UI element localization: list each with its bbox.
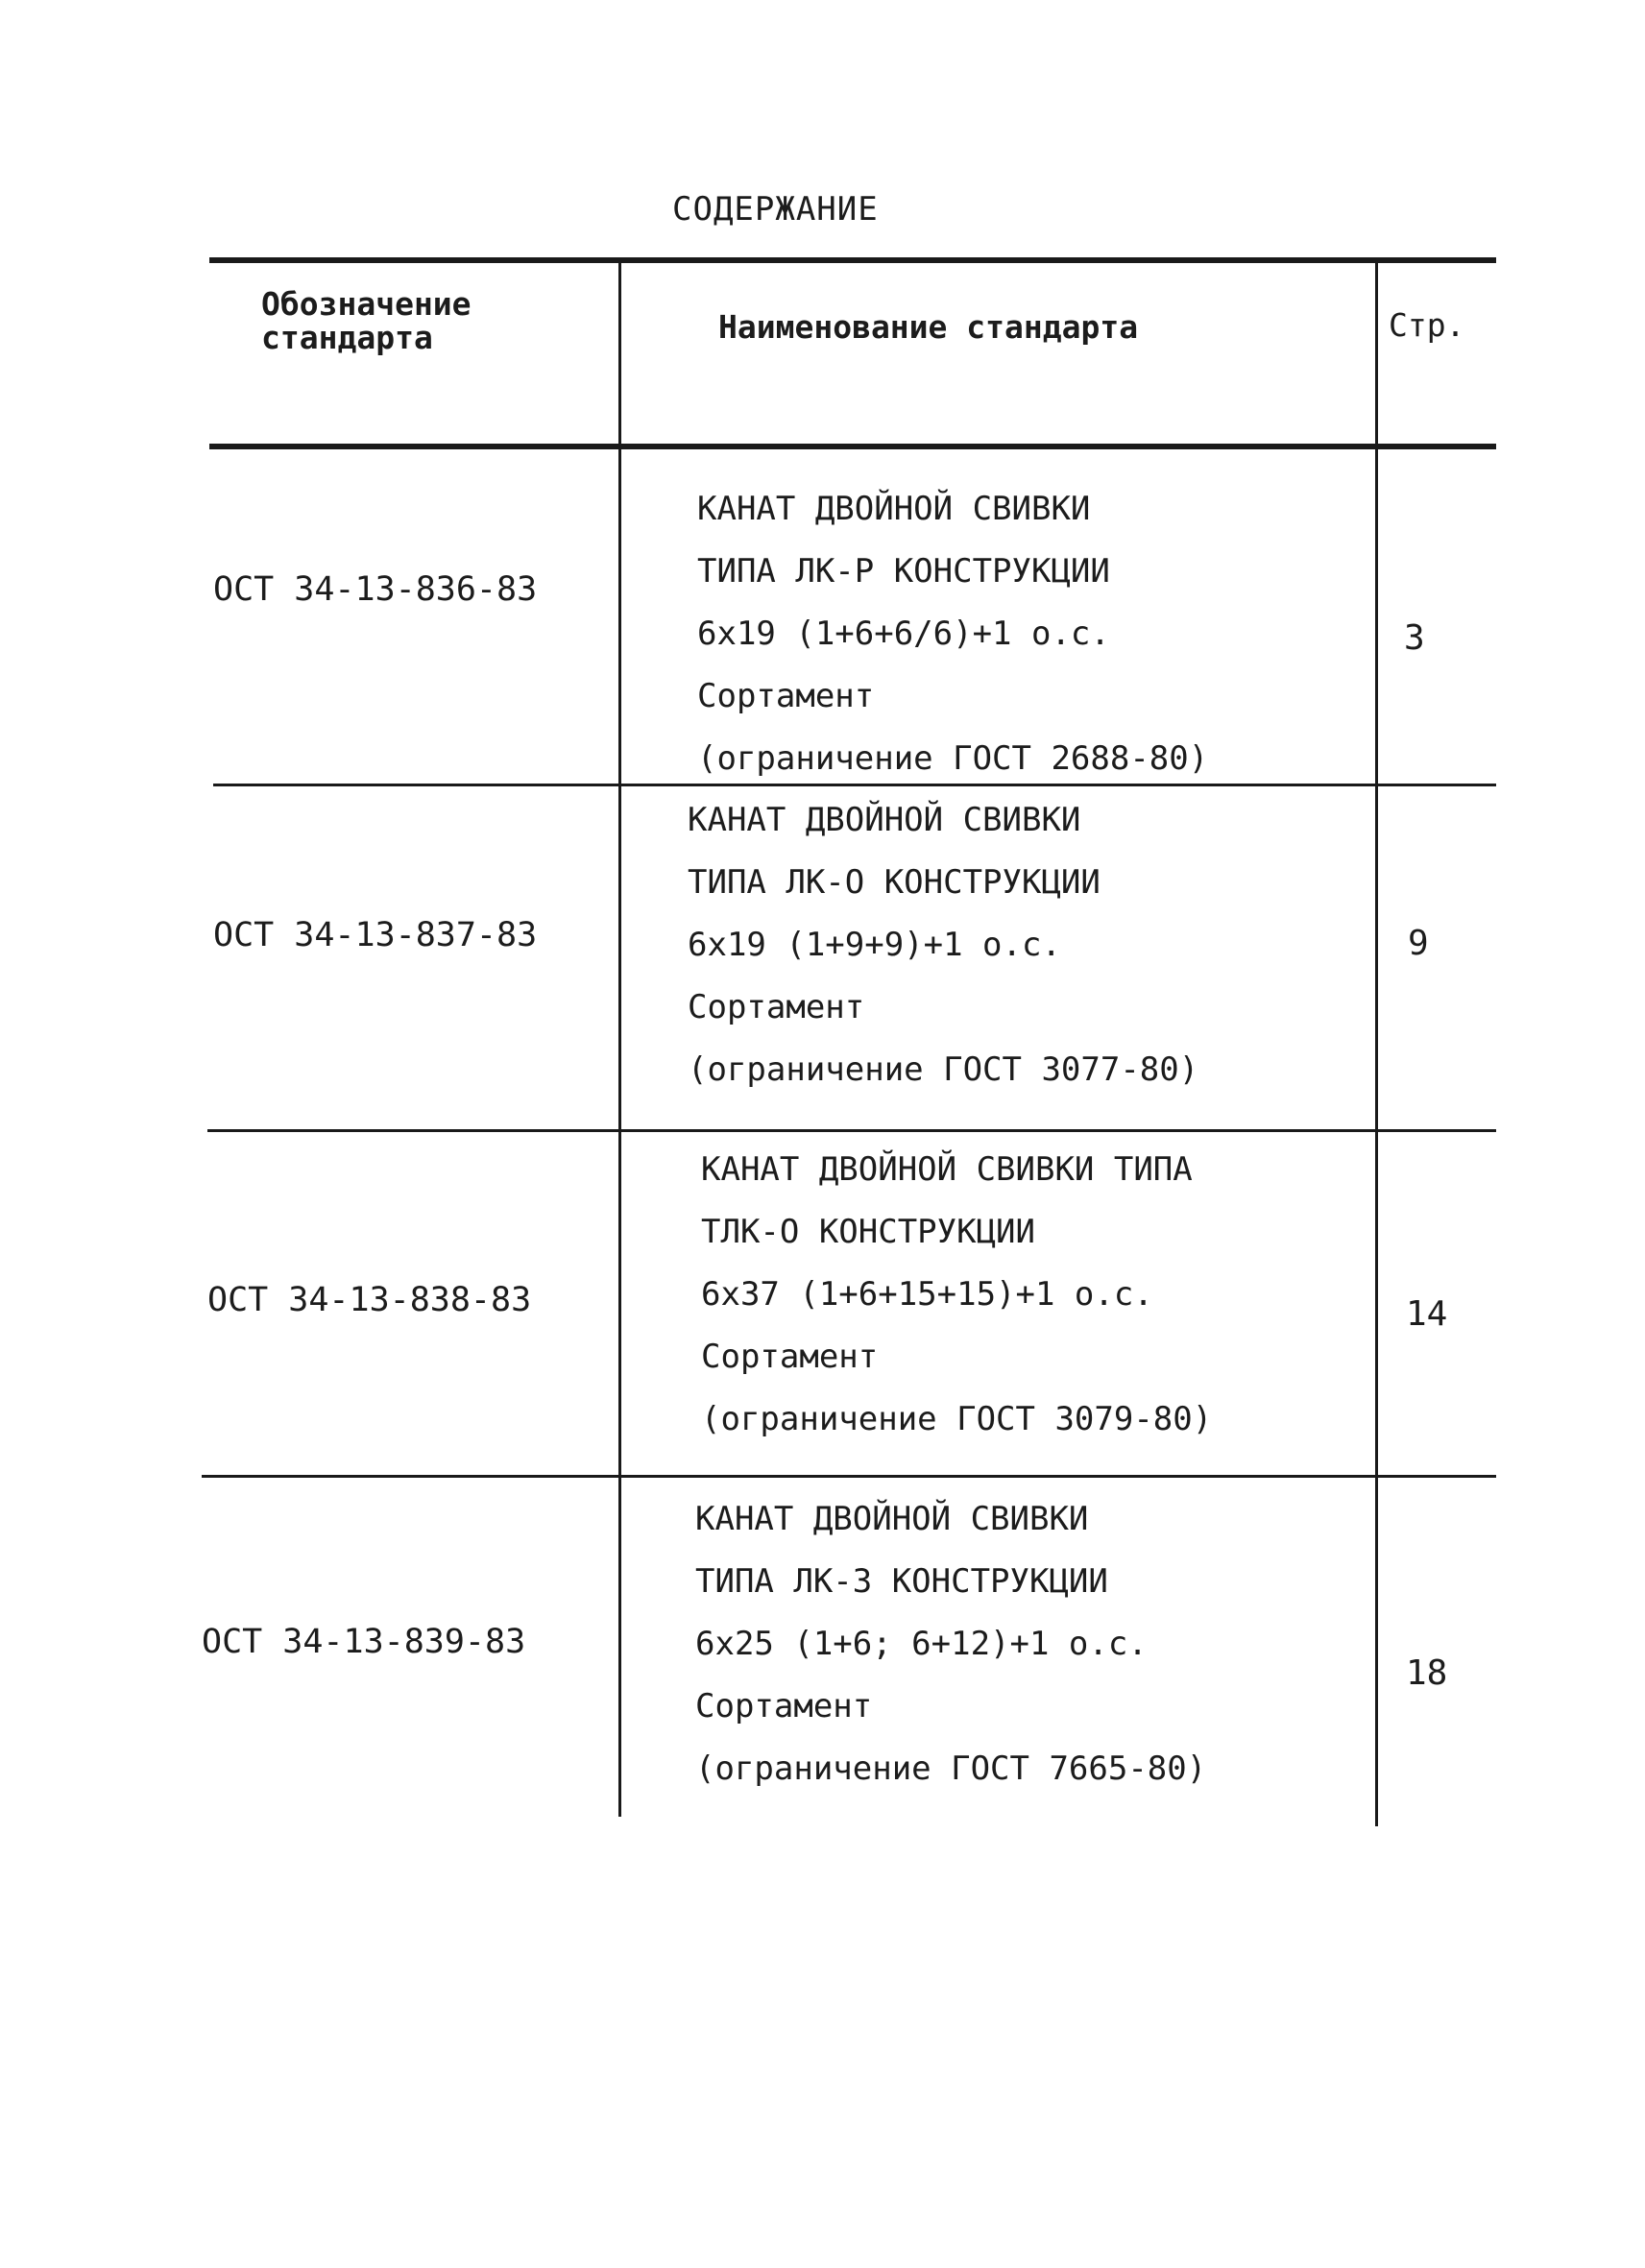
- name-line: ТИПА ЛК-З КОНСТРУКЦИИ: [695, 1562, 1108, 1601]
- standard-code: ОСТ 34-13-839-83: [202, 1623, 526, 1661]
- name-line: ТИПА ЛК-О КОНСТРУКЦИИ: [688, 863, 1101, 902]
- page-number: 3: [1404, 618, 1425, 658]
- row-divider-3: [202, 1475, 1496, 1478]
- page-number: 9: [1408, 924, 1429, 963]
- standard-name: [695, 1488, 1206, 1800]
- table-top-rule: [209, 257, 1496, 263]
- name-line: (ограничение ГОСТ 3079-80): [701, 1400, 1213, 1438]
- name-line: Сортамент: [695, 1687, 873, 1725]
- name-line: 6х37 (1+6+15+15)+1 о.с.: [701, 1275, 1153, 1314]
- name-line: (ограничение ГОСТ 3077-80): [688, 1050, 1199, 1089]
- header-bottom-rule: [209, 444, 1496, 449]
- column-header-name: Наименование стандарта: [718, 308, 1139, 346]
- name-line: ТЛК-О КОНСТРУКЦИИ: [701, 1213, 1035, 1251]
- name-line: 6х19 (1+9+9)+1 о.с.: [688, 926, 1061, 964]
- standard-code: ОСТ 34-13-838-83: [207, 1281, 532, 1319]
- standard-code: ОСТ 34-13-837-83: [213, 916, 538, 954]
- name-line: Сортамент: [701, 1338, 879, 1376]
- name-line: Сортамент: [688, 988, 865, 1026]
- standard-name: [701, 1139, 1212, 1451]
- standard-name: [697, 478, 1208, 790]
- name-line: (ограничение ГОСТ 2688-80): [697, 739, 1209, 778]
- name-line: Сортамент: [697, 677, 875, 715]
- page-number: 18: [1406, 1653, 1448, 1693]
- standard-name: [688, 789, 1198, 1101]
- column-divider-right: [1375, 261, 1378, 1826]
- name-line: КАНАТ ДВОЙНОЙ СВИВКИ: [697, 490, 1091, 528]
- name-line: ТИПА ЛК-Р КОНСТРУКЦИИ: [697, 552, 1110, 591]
- column-header-page: Стр.: [1389, 306, 1465, 344]
- column-header-code: Обозначение стандарта: [261, 285, 472, 356]
- page-title: СОДЕРЖАНИЕ: [672, 190, 879, 229]
- name-line: (ограничение ГОСТ 7665-80): [695, 1749, 1207, 1788]
- name-line: КАНАТ ДВОЙНОЙ СВИВКИ: [695, 1500, 1089, 1538]
- name-line: КАНАТ ДВОЙНОЙ СВИВКИ ТИПА: [701, 1150, 1193, 1189]
- name-line: КАНАТ ДВОЙНОЙ СВИВКИ: [688, 801, 1081, 839]
- standard-code: ОСТ 34-13-836-83: [213, 570, 538, 609]
- name-line: 6х19 (1+6+6/6)+1 о.с.: [697, 615, 1110, 653]
- row-divider-2: [207, 1129, 1496, 1132]
- page-number: 14: [1406, 1294, 1448, 1334]
- column-divider-left: [618, 261, 621, 1817]
- name-line: 6х25 (1+6; 6+12)+1 о.с.: [695, 1625, 1148, 1663]
